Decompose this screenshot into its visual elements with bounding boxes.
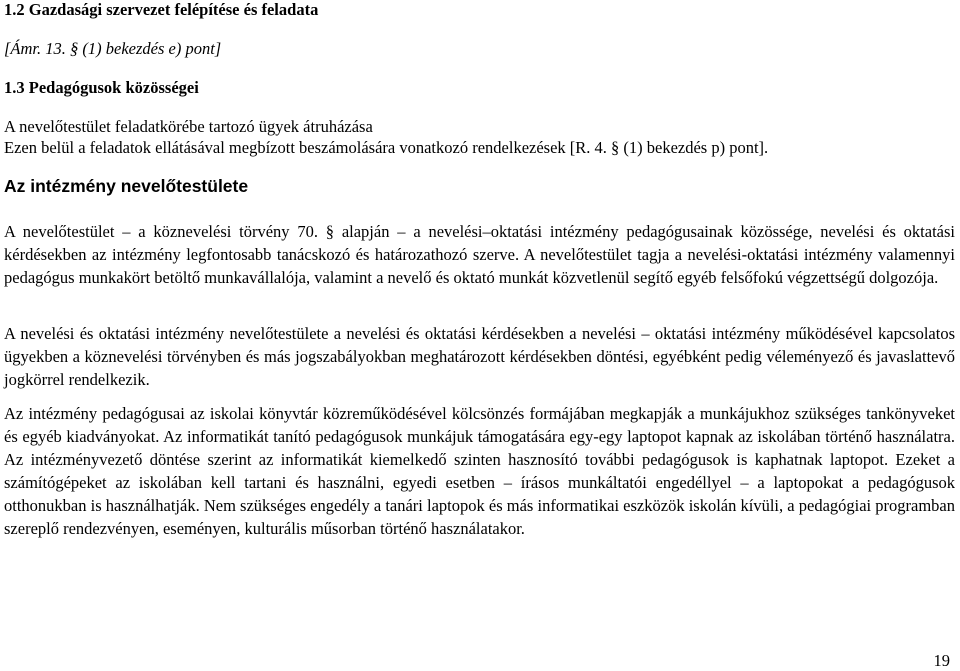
section-title: Az intézmény nevelőtestülete xyxy=(4,176,249,196)
text-line-delegation: A nevelőtestület feladatkörébe tartozó ügyek átruházása xyxy=(4,117,373,136)
text-line-reporting: Ezen belül a feladatok ellátásával megbízott beszámolására vonatkozó rendelkezések [R. 4. § (1) bekezdés p) pont]. xyxy=(4,138,769,157)
paragraph-staff: A nevelőtestület – a köznevelési törvény 70. § alapján – a nevelési–oktatási intézmény pedagógusainak közössége, nevelési és oktatási kérdésekben az intézmény legfontosabb tanácskozó és határozathozó szerve. A nevelőtestület tagja a nevelési-oktatási intézmény valamennyi pedagógus munkakört betöltő munkavállalója, valamint a nevelő és oktató munkát közvetlenül segítő egyéb felsőfokú végzettségű dolgozója. xyxy=(4,222,955,287)
heading-1-2: 1.2 Gazdasági szervezet felépítése és feladata xyxy=(4,0,319,19)
heading-1-3: 1.3 Pedagógusok közösségei xyxy=(4,78,199,97)
paragraph-laptops: Az intézmény pedagógusai az iskolai könyvtár közreműködésével kölcsönzés formájában megkapják a munkájukhoz szükséges tankönyveket és egyéb kiadványokat. Az informatikát tanító pedagógusok munkájuk támogatására egy-egy laptopot kapnak az iskolában történő használatra. Az intézményvezető döntése szerint az informatikát kiemelkedő szinten hasznosító további pedagógusok is kaphatnak laptopot. Ezeket a számítógépeket az iskolában kell tartani és használni, egyedi esetben – írásos munkáltatói engedéllyel – a laptopokat a pedagógusok otthonukban is használhatják. Nem szükséges engedély a tanári laptopok és más informatikai eszközök iskolán kívüli, a pedagógiai programban szereplő rendezvényen, eseményen, kulturális műsorban történő használatakor. xyxy=(4,404,955,538)
paragraph-competence: A nevelési és oktatási intézmény nevelőtestülete a nevelési és oktatási kérdésekben a nevelési – oktatási intézmény működésével kapcsolatos ügyekben a köznevelési törvényben és más jogszabályokban meghatározott kérdésekben döntési, egyébként pedig véleményező és javaslattevő jogkörrel rendelkezik. xyxy=(4,324,955,389)
legal-reference: [Ámr. 13. § (1) bekezdés e) pont] xyxy=(4,39,222,58)
page-number: 19 xyxy=(933,651,950,670)
